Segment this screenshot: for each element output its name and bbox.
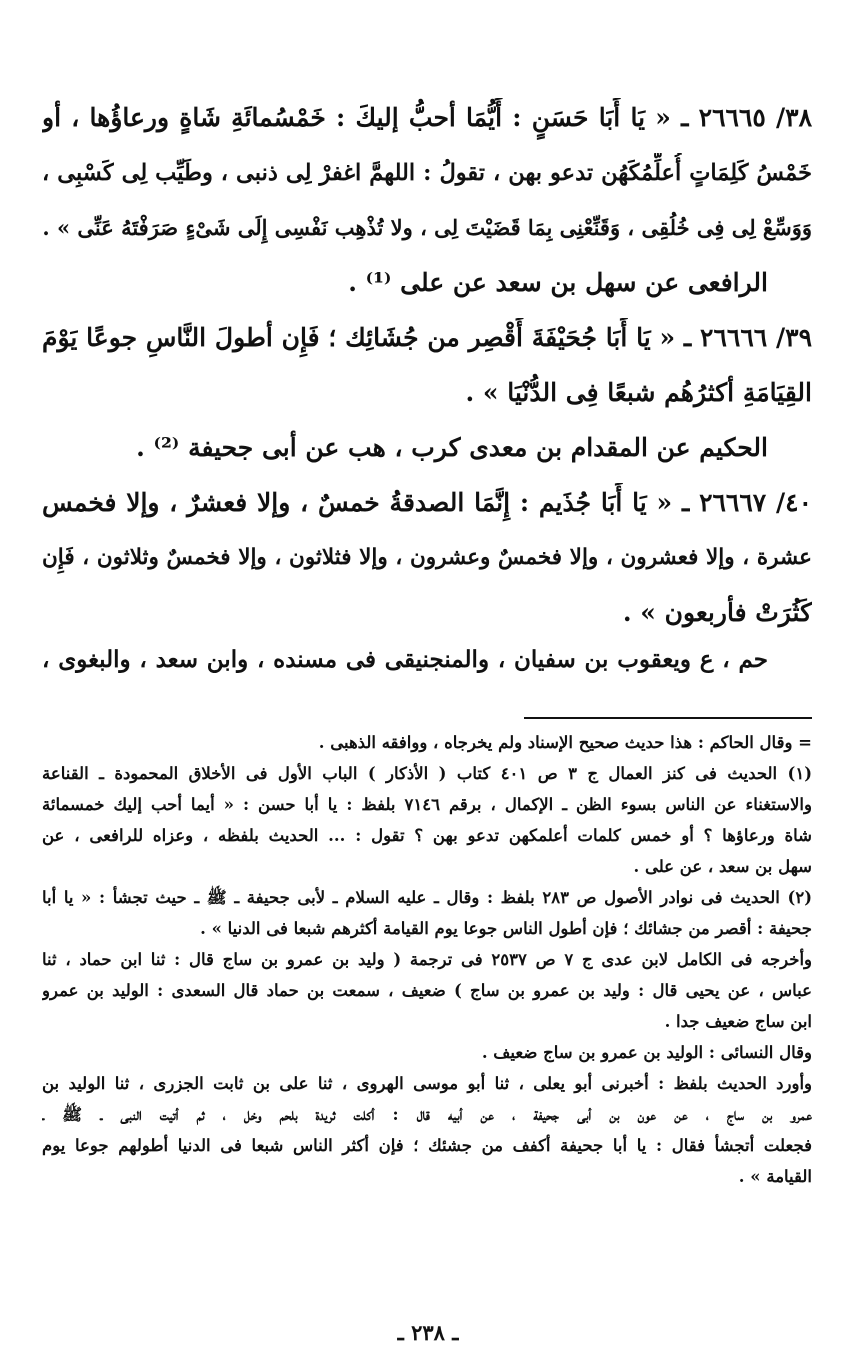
footnote-2-line-4: عباس ، عن يحيى قال : وليد بن عمرو بن ساج ) ضعيف ، سمعت بن حماد قال السعدى : الوليد بن عمرو [42,981,812,1000]
footnote-2-line-7: وأورد الحديث بلفظ : أخبرنى أبو يعلى ، ثنا أبو موسى الهروى ، ثنا على بن ثابت الجزرى ، ثنا الوليد بن [42,1074,812,1093]
hadith-39-line-1: ٣٩/ ٢٦٦٦٦ ـ « يَا أَبَا جُحَيْفَةَ أَقْصِر من جُشَائِك ؛ فَإِن أطولَ النَّاسِ جوعًا يَوْمَ [42,323,812,352]
hadith-40-line-2: عشرة ، وإلا فعشرون ، وإلا فخمسٌ وعشرون ، وإلا فثلاثون ، وإلا فخمسٌ وثلاثون ، فَإِن [42,545,812,570]
hadith-39-source: الحكيم عن المقدام بن معدى كرب ، هب عن أبى جحيفة ⁽²⁾ . [136,433,768,462]
footnote-2-line-10: القيامة » . [738,1167,812,1186]
hadith-40-line-1: ٤٠/ ٢٦٦٦٧ ـ « يَا أَبَا جُذَيم : إِنَّمَا الصدقةُ خمسٌ ، وإلا فعشرٌ ، وإلا فخمس [42,488,812,517]
hadith-38-line-2: خَمْسُ كَلِمَاتٍ أُعلِّمُكَهُن تدعو بهن ، تقولُ : اللهمَّ اغفرْ لِى ذنبى ، وطَيِّب لِى كَسْبِى ، [42,160,812,186]
hadith-38-line-3: وَوَسِّعْ لِى فِى خُلُقِى ، وَقَنِّعْنِى بِمَا قَضَيْتَ لِى ، ولا تُذْهِب نَفْسِى إِلَى شَىْءٍ صَرَفْتَهُ عَنِّى » . [42,215,812,240]
footnote-1-line-3: شاة ورعاؤها ؟ أو خمس كلمات أعلمكهن تدعو بهن ؟ تقول : ... الحديث بلفظه ، وعزاه للرافعى ، عن [42,826,812,845]
footnote-2-line-3: وأخرجه فى الكامل لابن عدى ج ٧ ص ٢٥٣٧ فى ترجمة ( وليد بن عمرو بن ساج قال : ثنا ابن حماد ، ثنا [42,950,812,969]
hadith-38-line-1: ٣٨/ ٢٦٦٦٥ ـ « يَا أَبَا حَسَنٍ : أَيُّمَا أحبُّ إليكَ : خَمْسُمائَةِ شَاةٍ ورعاؤُها ، أو [42,103,812,132]
hadith-38-source: الرافعى عن سهل بن سعد عن على ⁽¹⁾ . [348,268,768,297]
hadith-40-source: حم ، ع ويعقوب بن سفيان ، والمنجنيقى فى مسنده ، وابن سعد ، والبغوى ، [42,646,768,673]
footnote-2-line-6: وقال النسائى : الوليد بن عمرو بن ساج ضعيف . [481,1043,812,1062]
footnote-1-line-2: والاستغناء عن الناس بسوء الظن ـ الإكمال ، برقم ٧١٤٦ بلفظ : يا أبا حسن : « أيما أحب إليك خمسمائة [42,795,812,814]
footnote-1-line-1: (١) الحديث فى كنز العمال ج ٣ ص ٤٠١ كتاب ( الأذكار ) الباب الأول فى الأخلاق المحمودة ـ القناعة [42,764,812,783]
footnote-2-line-9: فجعلت أتجشأ فقال : يا أبا جحيفة أكفف من جشئك ؛ فإن أكثر الناس شبعا فى الدنيا أطولهم جوعا يوم [42,1136,812,1155]
hadith-39-line-2: القِيَامَةِ أكثرُهُم شبعًا فِى الدُّنْيَا » . [465,378,812,407]
footnote-2-line-8: عمرو بن ساج ، عن عون بن أبى جحيفة ، عن أبيه قال : أكلت ثريدة بلحم وخل ، ثم أتيت النبى ـ ﷺ ـ [42,1105,812,1124]
footnote-continuation: = وقال الحاكم : هذا حديث صحيح الإسناد ولم يخرجاه ، ووافقه الذهبى . [318,733,812,752]
footnote-separator [524,717,812,719]
footnote-2-line-1: (٢) الحديث فى نوادر الأصول ص ٢٨٣ بلفظ : وقال ـ عليه السلام ـ لأبى جحيفة ـ ﷺ ـ حيث تجشأ : « يا أبا [42,888,812,907]
footnote-2-line-5: ابن ساج ضعيف جدا . [664,1012,812,1031]
footnote-2-line-2: جحيفة : أقصر من جشائك ؛ فإن أطول الناس جوعا يوم القيامة أكثرهم شبعا فى الدنيا » . [200,919,812,938]
page-number: ـ ٢٣٨ ـ [397,1320,459,1345]
hadith-40-line-3: كَثُرَتْ فأربعون » . [622,598,812,627]
footnote-1-line-4: سهل بن سعد ، عن على . [633,857,812,876]
